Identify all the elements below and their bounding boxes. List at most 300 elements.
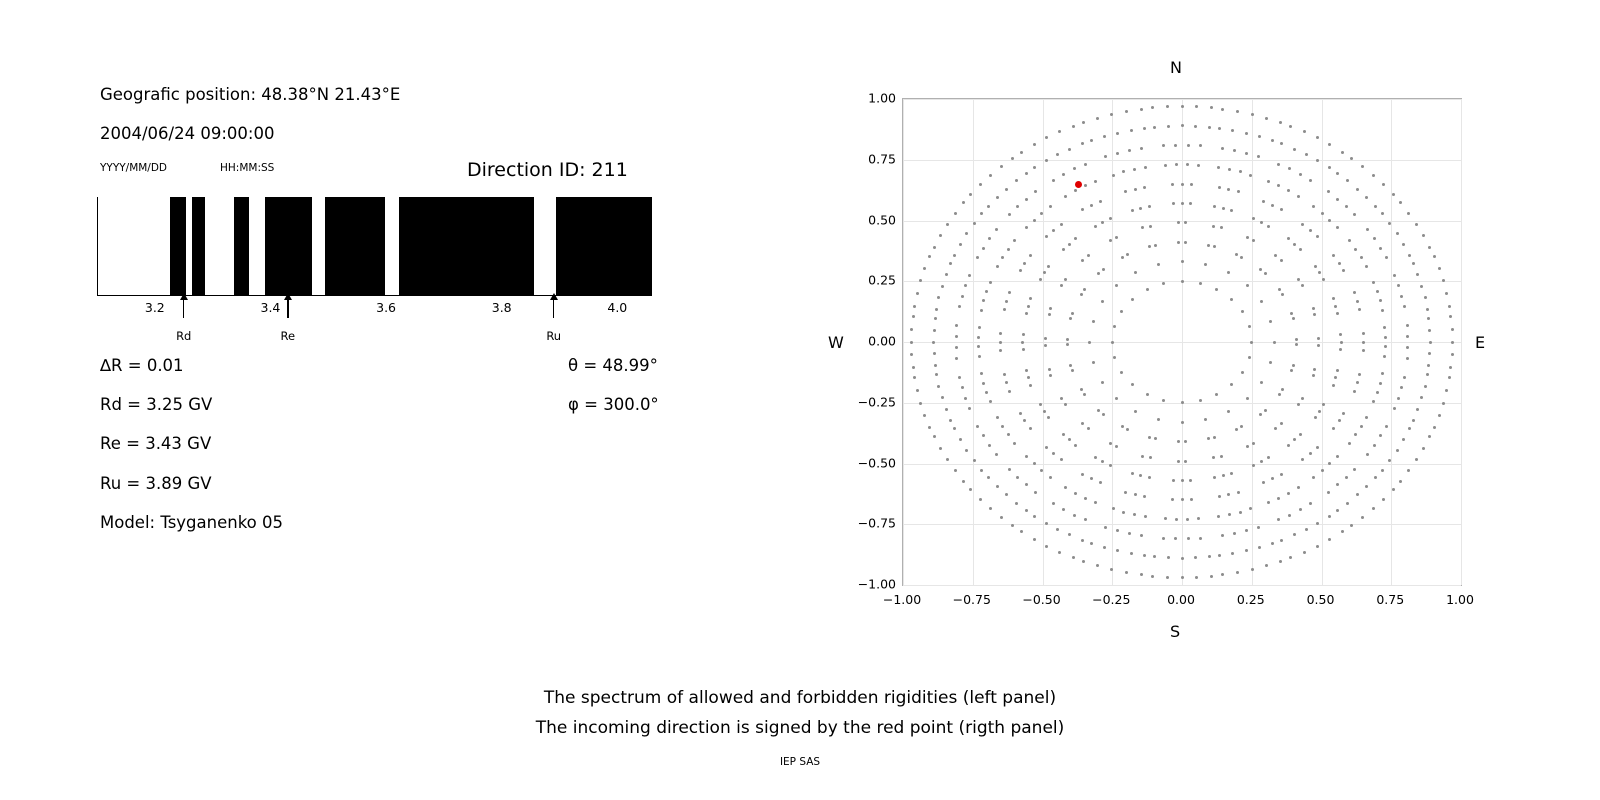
- direction-dot: [916, 292, 919, 295]
- direction-dot: [1109, 442, 1112, 445]
- direction-dot: [1204, 418, 1207, 421]
- direction-dot: [1175, 163, 1178, 166]
- direction-dot: [1338, 419, 1341, 422]
- direction-dot: [1131, 298, 1134, 301]
- direction-scatter-plot: [902, 98, 1462, 586]
- direction-dot: [1381, 212, 1384, 215]
- direction-dot: [1213, 205, 1216, 208]
- direction-dot: [1312, 205, 1315, 208]
- direction-dot: [1257, 526, 1260, 529]
- direction-dot: [1207, 437, 1210, 440]
- direction-dot: [1213, 436, 1216, 439]
- direction-dot: [1293, 438, 1296, 441]
- direction-dot: [1316, 522, 1319, 525]
- direction-dot: [1341, 151, 1344, 154]
- direction-dot: [1148, 476, 1151, 479]
- direction-dot: [1025, 312, 1028, 315]
- direction-dot: [1048, 368, 1051, 371]
- direction-dot: [1379, 434, 1382, 437]
- direction-dot: [1212, 456, 1215, 459]
- direction-dot: [1103, 546, 1106, 549]
- direction-dot: [1287, 492, 1290, 495]
- direction-dot: [1267, 456, 1270, 459]
- direction-dot: [1090, 477, 1093, 480]
- direction-dot: [982, 382, 985, 385]
- direction-dot: [949, 419, 952, 422]
- direction-dot: [1246, 284, 1249, 287]
- direction-dot: [1265, 117, 1268, 120]
- direction-dot: [1072, 125, 1075, 128]
- direction-dot: [1048, 313, 1051, 316]
- direction-dot: [1334, 305, 1337, 308]
- direction-dot: [1097, 409, 1100, 412]
- direction-dot: [955, 335, 958, 338]
- direction-dot: [1339, 348, 1342, 351]
- direction-dot: [1199, 399, 1202, 402]
- direction-dot: [1199, 144, 1202, 147]
- direction-dot: [1181, 280, 1184, 283]
- direction-dot: [1392, 193, 1395, 196]
- direction-dot: [1174, 537, 1177, 540]
- direction-dot: [1259, 413, 1262, 416]
- direction-dot: [1297, 486, 1300, 489]
- direction-dot: [1068, 243, 1071, 246]
- direction-dot: [1210, 106, 1213, 109]
- direction-dot: [1184, 460, 1187, 463]
- direction-dot: [1322, 403, 1325, 406]
- geographic-position-label: Geografic position: 48.38°N 21.43°E: [100, 85, 401, 104]
- direction-dot: [1422, 234, 1425, 237]
- compass-west-label: W: [828, 333, 844, 352]
- direction-dot: [1092, 320, 1095, 323]
- direction-dot: [1199, 282, 1202, 285]
- direction-dot: [1249, 174, 1252, 177]
- direction-dot: [1082, 560, 1085, 563]
- direction-dot: [1231, 552, 1234, 555]
- direction-dot: [996, 196, 999, 199]
- direction-dot: [1194, 556, 1197, 559]
- direction-dot: [1403, 305, 1406, 308]
- direction-dot: [1122, 511, 1125, 514]
- direction-dot: [1230, 209, 1233, 212]
- direction-dot: [1023, 419, 1026, 422]
- direction-dot: [1313, 368, 1316, 371]
- direction-dot: [1280, 473, 1283, 476]
- direction-dot: [933, 352, 936, 355]
- direction-dot: [939, 234, 942, 237]
- direction-dot: [1084, 163, 1087, 166]
- direction-dot: [1350, 157, 1353, 160]
- direction-dot: [1312, 307, 1315, 310]
- direction-dot: [1235, 253, 1238, 256]
- direction-dot: [1426, 308, 1429, 311]
- y-axis-tick-label: −0.50: [857, 455, 896, 470]
- direction-dot: [1353, 468, 1356, 471]
- direction-dot: [1345, 205, 1348, 208]
- direction-dot: [1143, 495, 1146, 498]
- direction-dot: [1297, 403, 1300, 406]
- direction-dot: [946, 223, 949, 226]
- direction-dot: [1426, 373, 1429, 376]
- direction-dot: [1045, 446, 1048, 449]
- direction-dot: [1397, 397, 1400, 400]
- direction-dot: [1299, 248, 1302, 251]
- direction-dot: [1019, 269, 1022, 272]
- direction-dot: [1177, 460, 1180, 463]
- direction-dot: [1336, 509, 1339, 512]
- direction-dot: [1045, 136, 1048, 139]
- direction-dot: [1166, 576, 1169, 579]
- direction-dot: [1189, 202, 1192, 205]
- direction-dot: [1140, 534, 1143, 537]
- direction-dot: [1074, 444, 1077, 447]
- direction-dot: [1181, 479, 1184, 482]
- direction-dot: [1013, 239, 1016, 242]
- direction-dot: [1008, 291, 1011, 294]
- direction-dot: [1265, 564, 1268, 567]
- direction-dot: [1231, 129, 1234, 132]
- direction-dot: [1309, 502, 1312, 505]
- direction-dot: [1052, 452, 1055, 455]
- direction-dot: [1336, 312, 1339, 315]
- marker-arrow-head: [284, 293, 292, 300]
- direction-dot: [1116, 152, 1119, 155]
- direction-dot: [989, 507, 992, 510]
- direction-dot: [968, 274, 971, 277]
- y-axis-tick-label: 0.50: [868, 212, 896, 227]
- direction-dot: [1058, 130, 1061, 133]
- direction-dot: [1301, 397, 1304, 400]
- rigidity-spectrum-panel: [0, 0, 800, 660]
- direction-dot: [1348, 239, 1351, 242]
- direction-dot: [1372, 281, 1375, 284]
- direction-dot: [1033, 515, 1036, 518]
- direction-dot: [1083, 288, 1086, 291]
- direction-dot: [1181, 202, 1184, 205]
- direction-dot: [1064, 195, 1067, 198]
- direction-dot: [1274, 427, 1277, 430]
- direction-dot: [1427, 317, 1430, 320]
- direction-dot: [1097, 272, 1100, 275]
- direction-dot: [1029, 384, 1032, 387]
- direction-dot: [1101, 381, 1104, 384]
- direction-dot: [1128, 149, 1131, 152]
- direction-dot: [1000, 516, 1003, 519]
- direction-dot: [1336, 369, 1339, 372]
- direction-dot: [1064, 403, 1067, 406]
- direction-dot: [1187, 144, 1190, 147]
- compass-north-label: N: [1170, 58, 1182, 77]
- direction-dot: [1197, 164, 1200, 167]
- direction-dot: [1112, 174, 1115, 177]
- direction-dot: [941, 396, 944, 399]
- direction-dot: [1245, 132, 1248, 135]
- direction-dot: [941, 285, 944, 288]
- direction-dot: [988, 444, 991, 447]
- direction-dot: [1130, 552, 1133, 555]
- direction-dot: [1101, 300, 1104, 303]
- direction-dot: [1120, 371, 1123, 374]
- direction-dot: [980, 372, 983, 375]
- direction-dot: [1218, 495, 1221, 498]
- direction-dot: [979, 498, 982, 501]
- direction-dot: [1451, 341, 1454, 344]
- direction-dot: [1062, 433, 1065, 436]
- direction-dot: [1236, 571, 1239, 574]
- direction-dot: [1251, 568, 1254, 571]
- direction-dot: [1245, 549, 1248, 552]
- direction-dot: [1005, 300, 1008, 303]
- spectrum-tick-label: 4.0: [607, 300, 628, 315]
- direction-dot: [1318, 410, 1321, 413]
- direction-dot: [1069, 317, 1072, 320]
- direction-dot: [1316, 136, 1319, 139]
- datetime-label: 2004/06/24 09:00:00: [100, 124, 275, 143]
- direction-dot: [1383, 355, 1386, 358]
- direction-dot: [1081, 422, 1084, 425]
- direction-dot: [1356, 381, 1359, 384]
- direction-dot: [1217, 515, 1220, 518]
- direction-dot: [1230, 383, 1233, 386]
- direction-dot: [1342, 412, 1345, 415]
- direction-dot: [1327, 190, 1330, 193]
- direction-dot: [1094, 180, 1097, 183]
- direction-dot: [1060, 284, 1063, 287]
- direction-dot: [1187, 537, 1190, 540]
- direction-dot: [955, 324, 958, 327]
- x-axis-tick-label: −1.00: [882, 592, 922, 607]
- x-axis-tick-label: 0.75: [1376, 592, 1405, 607]
- direction-dot: [1222, 474, 1225, 477]
- direction-dot: [1154, 244, 1157, 247]
- direction-dot: [1049, 307, 1052, 310]
- direction-dot: [1081, 539, 1084, 542]
- direction-dot: [1157, 418, 1160, 421]
- x-axis-tick-label: −0.25: [1092, 592, 1131, 607]
- direction-dot: [1373, 237, 1376, 240]
- direction-dot: [1237, 190, 1240, 193]
- direction-dot: [939, 447, 942, 450]
- direction-dot: [1071, 312, 1074, 315]
- direction-dot: [1109, 239, 1112, 242]
- direction-dot: [1309, 179, 1312, 182]
- direction-dot: [1027, 305, 1030, 308]
- direction-dot: [1328, 538, 1331, 541]
- direction-dot: [1264, 409, 1267, 412]
- forbidden-band: [325, 197, 385, 296]
- direction-dot: [1027, 376, 1030, 379]
- direction-dot: [949, 262, 952, 265]
- time-format-hint: HH:MM:SS: [220, 162, 275, 174]
- direction-dot: [1025, 455, 1028, 458]
- direction-id-label: Direction ID: 211: [467, 159, 628, 181]
- direction-dot: [1281, 388, 1284, 391]
- direction-dot: [1140, 147, 1143, 150]
- direction-dot: [1260, 300, 1263, 303]
- direction-dot: [1339, 333, 1342, 336]
- direction-dot: [1396, 232, 1399, 235]
- direction-dot: [1126, 428, 1129, 431]
- direction-dot: [962, 201, 965, 204]
- direction-dot: [1111, 341, 1114, 344]
- direction-dot: [1081, 473, 1084, 476]
- direction-dot: [1365, 416, 1368, 419]
- direction-dot: [1220, 455, 1223, 458]
- direction-dot: [1366, 228, 1369, 231]
- direction-dot: [933, 329, 936, 332]
- direction-dot: [1328, 143, 1331, 146]
- direction-dot: [1278, 393, 1281, 396]
- model-value: Model: Tsyganenko 05: [100, 513, 284, 532]
- direction-dot: [1303, 551, 1306, 554]
- direction-dot: [932, 341, 935, 344]
- direction-dot: [1213, 476, 1216, 479]
- direction-dot: [1252, 442, 1255, 445]
- direction-dot: [1081, 142, 1084, 145]
- direction-dot: [1267, 501, 1270, 504]
- direction-dot: [964, 397, 967, 400]
- footer-label: IEP SAS: [779, 756, 821, 768]
- direction-dot: [1177, 241, 1180, 244]
- direction-dot: [1034, 491, 1037, 494]
- direction-dot: [1181, 260, 1184, 263]
- direction-dot: [1052, 179, 1055, 182]
- direction-dot: [1236, 110, 1239, 113]
- direction-dot: [1049, 374, 1052, 377]
- direction-dot: [955, 346, 958, 349]
- direction-dot: [1090, 542, 1093, 545]
- direction-dot: [1251, 113, 1254, 116]
- direction-dot: [1133, 168, 1136, 171]
- direction-dot: [1034, 190, 1037, 193]
- direction-dot: [1139, 207, 1142, 210]
- ru-value: Ru = 3.89 GV: [100, 474, 212, 493]
- direction-dot: [1172, 202, 1175, 205]
- direction-dot: [1262, 200, 1265, 203]
- direction-dot: [1449, 315, 1452, 318]
- direction-dot: [1397, 284, 1400, 287]
- direction-dot: [1087, 254, 1090, 257]
- direction-dot: [1257, 155, 1260, 158]
- direction-dot: [989, 174, 992, 177]
- direction-dot: [1221, 534, 1224, 537]
- direction-dot: [1267, 225, 1270, 228]
- direction-dot: [1415, 223, 1418, 226]
- direction-dot: [1146, 288, 1149, 291]
- direction-dot: [1029, 297, 1032, 300]
- direction-dot: [1293, 243, 1296, 246]
- direction-dot: [1208, 555, 1211, 558]
- direction-dot: [1445, 389, 1448, 392]
- direction-dot: [1424, 385, 1427, 388]
- direction-dot: [1099, 481, 1102, 484]
- direction-dot: [1376, 290, 1379, 293]
- direction-dot: [1442, 402, 1445, 405]
- direction-dot: [1438, 414, 1441, 417]
- direction-dot: [1408, 427, 1411, 430]
- direction-dot: [1140, 108, 1143, 111]
- direction-dot: [1269, 320, 1272, 323]
- direction-dot: [1277, 518, 1280, 521]
- direction-dot: [1060, 397, 1063, 400]
- direction-dot: [1081, 259, 1084, 262]
- direction-dot: [1039, 278, 1042, 281]
- direction-dot: [923, 414, 926, 417]
- direction-dot: [934, 364, 937, 367]
- direction-dot: [1312, 374, 1315, 377]
- direction-dot: [1406, 335, 1409, 338]
- direction-dot: [1139, 474, 1142, 477]
- direction-dot: [1222, 207, 1225, 210]
- direction-dot: [1007, 433, 1010, 436]
- direction-dot: [1177, 440, 1180, 443]
- direction-dot: [1143, 127, 1146, 130]
- direction-dot: [1071, 369, 1074, 372]
- direction-dot: [1342, 269, 1345, 272]
- direction-dot: [1248, 325, 1251, 328]
- marker-label: Rd: [176, 329, 192, 343]
- direction-dot: [1109, 464, 1112, 467]
- direction-dot: [1345, 476, 1348, 479]
- direction-dot: [933, 246, 936, 249]
- direction-dot: [1124, 190, 1127, 193]
- marker-label: Ru: [546, 329, 562, 343]
- direction-dot: [1428, 246, 1431, 249]
- direction-dot: [1033, 143, 1036, 146]
- direction-dot: [1332, 384, 1335, 387]
- direction-dot: [1292, 317, 1295, 320]
- direction-dot: [999, 341, 1002, 344]
- direction-dot: [1029, 427, 1032, 430]
- direction-dot: [1194, 125, 1197, 128]
- direction-dot: [1215, 288, 1218, 291]
- direction-dot: [1412, 419, 1415, 422]
- direction-dot: [1309, 452, 1312, 455]
- direction-dot: [1381, 372, 1384, 375]
- direction-dot: [1003, 308, 1006, 311]
- direction-dot: [1301, 458, 1304, 461]
- direction-dot: [1033, 538, 1036, 541]
- direction-dot: [916, 389, 919, 392]
- direction-dot: [1047, 416, 1050, 419]
- direction-dot: [1228, 513, 1231, 516]
- direction-dot: [1233, 149, 1236, 152]
- x-axis-tick-label: 0.50: [1306, 592, 1335, 607]
- direction-dot: [1073, 514, 1076, 517]
- x-axis-tick-label: −0.50: [1022, 592, 1061, 607]
- direction-dot: [1151, 575, 1154, 578]
- direction-dot: [1362, 332, 1365, 335]
- direction-dot: [1116, 549, 1119, 552]
- direction-dot: [1060, 458, 1063, 461]
- direction-dot: [1227, 493, 1230, 496]
- direction-dot: [1058, 551, 1061, 554]
- direction-dot: [1197, 517, 1200, 520]
- direction-dot: [1240, 256, 1243, 259]
- direction-dot: [1327, 491, 1330, 494]
- direction-dot: [1451, 328, 1454, 331]
- spectrum-tick-label: 3.4: [260, 300, 281, 315]
- direction-dot: [1008, 468, 1011, 471]
- direction-dot: [1248, 356, 1251, 359]
- direction-dot: [959, 438, 962, 441]
- direction-dot: [1092, 361, 1095, 364]
- spectrum-bar: [97, 197, 652, 296]
- direction-dot: [1412, 262, 1415, 265]
- x-axis-tick-label: 0.00: [1167, 592, 1195, 607]
- direction-dot: [1422, 447, 1425, 450]
- direction-dot: [1358, 308, 1361, 311]
